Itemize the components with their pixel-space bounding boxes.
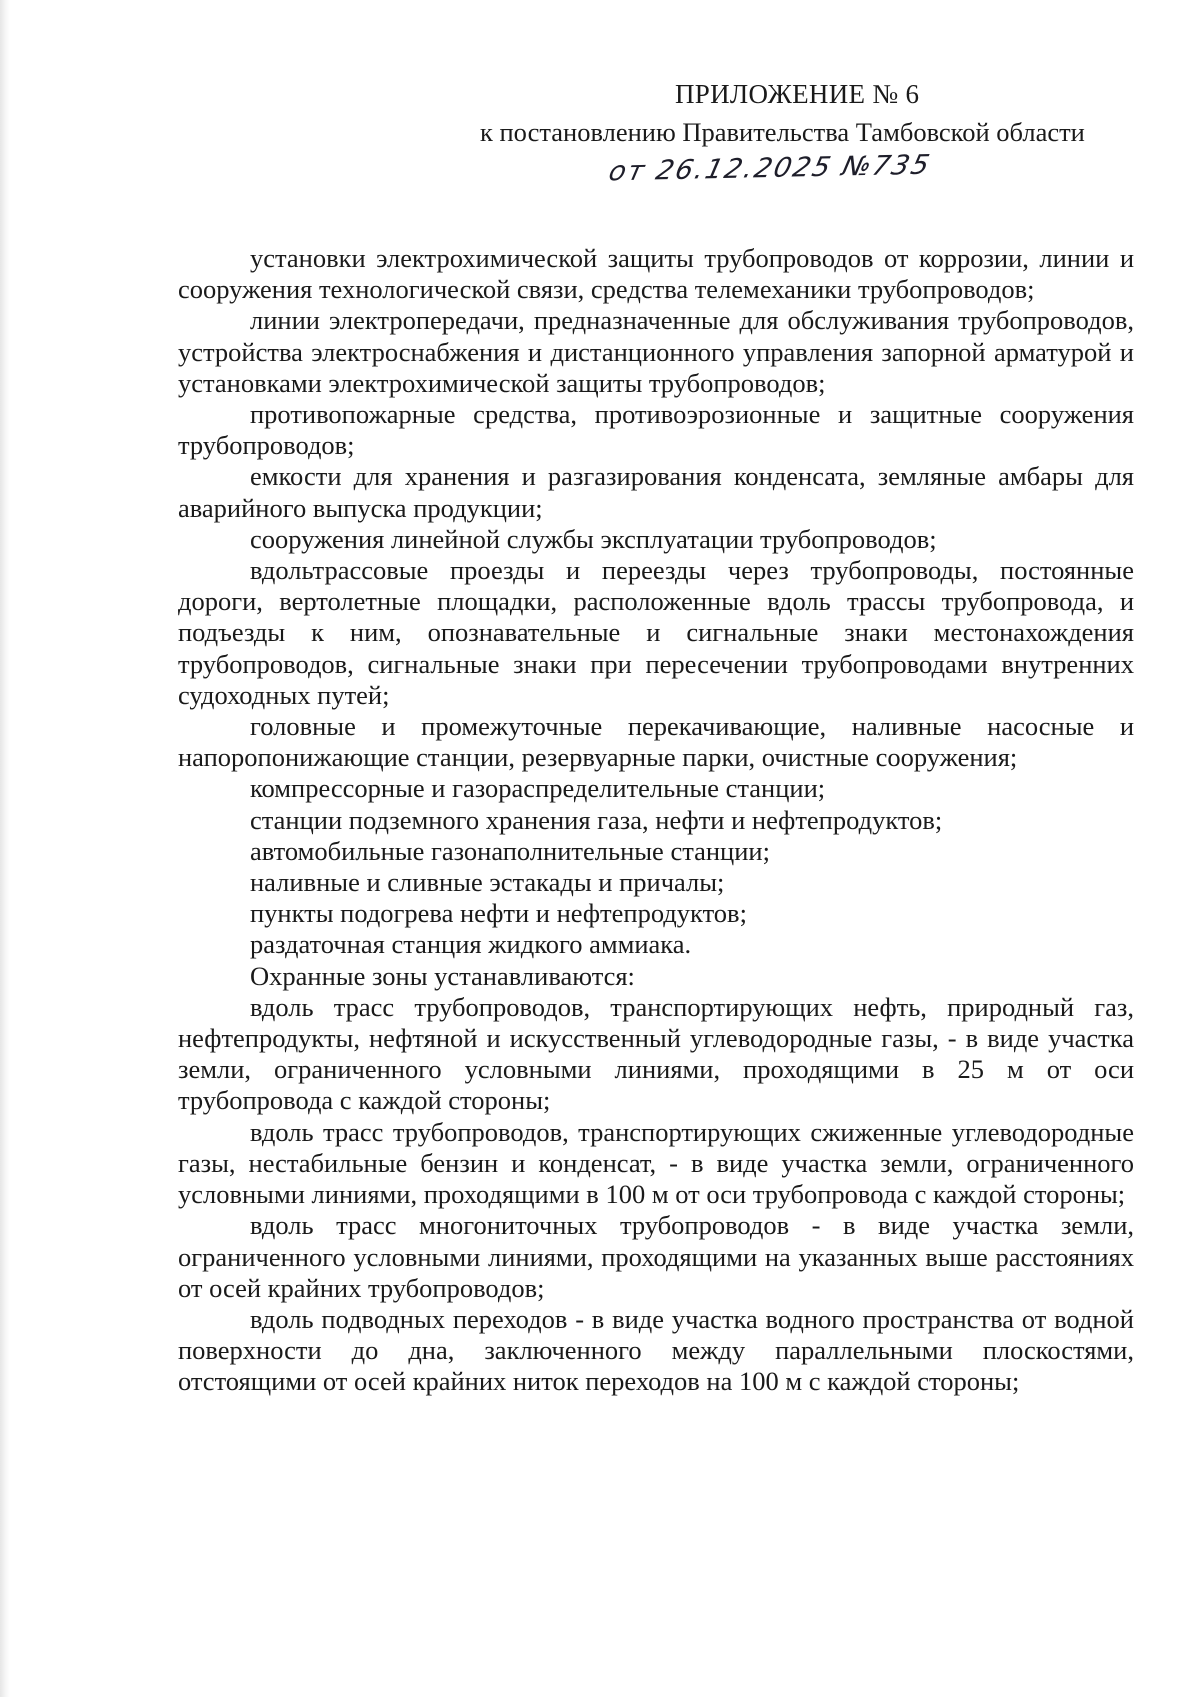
paragraph: емкости для хранения и разгазирования конденсата, земляные амбары для аварийного выпуска продукции; [178,461,1134,523]
handwritten-date-number: от 26.12.2025 №735 [605,149,935,188]
paragraph: линии электропередачи, предназначенные для обслуживания трубопроводов, устройства электроснабжения и дистанционного управления запорной арматурой и установками электрохимической защиты трубопроводов; [178,305,1134,398]
paragraph: головные и промежуточные перекачивающие, наливные насосные и напоропонижающие станции, резервуарные парки, очистные сооружения; [178,711,1134,773]
paragraph: сооружения линейной службы эксплуатации трубопроводов; [250,523,937,554]
appendix-subtitle: к постановлению Правительства Тамбовской области [480,117,1085,147]
scan-edge-shadow [0,0,10,1697]
paragraph: противопожарные средства, противоэрозионные и защитные сооружения трубопроводов; [178,399,1134,461]
document-body [178,243,1134,1398]
appendix-title: ПРИЛОЖЕНИЕ № 6 [675,79,920,109]
paragraph: станции подземного хранения газа, нефти и нефтепродуктов; [250,804,943,835]
paragraph: вдоль подводных переходов - в виде участка водного пространства от водной поверхности до дна, заключенного между параллельными плоскостями, отстоящими от осей крайних ниток переходов на 100 м с каждой стороны; [178,1303,1134,1397]
paragraph: вдоль трасс трубопроводов, транспортирующих сжиженные углеводородные газы, нестабильные бензин и конденсат, - в виде участка земли, ограниченного условными линиями, проходящими в 100 м от оси трубопровода с каждой стороны; [178,1116,1134,1210]
paragraph: компрессорные и газораспределительные станции; [250,773,826,804]
paragraph: Охранные зоны устанавливаются: [250,960,635,991]
paragraph: вдоль трасс трубопроводов, транспортирующих нефть, природный газ, нефтепродукты, нефтяной и искусственный углеводородные газы, - в виде участка земли, ограниченного условными линиями, проходящими в 25 м от оси трубопровода с каждой стороны; [178,991,1134,1116]
paragraph: раздаточная станция жидкого аммиака. [250,929,692,960]
paragraph: вдольтрассовые проезды и переезды через трубопроводы, постоянные дороги, вертолетные площадки, расположенные вдоль трассы трубопровода, и подъезды к ним, опознавательные и сигнальные знаки местонахождения трубопроводов, сигнальные знаки при пересечении трубопроводами внутренних судоходных путей; [178,555,1134,710]
paragraph: автомобильные газонаполнительные станции; [250,835,770,866]
paragraph: пункты подогрева нефти и нефтепродуктов; [250,898,747,929]
paragraph: наливные и сливные эстакады и причалы; [250,867,725,898]
paragraph: установки электрохимической защиты трубопроводов от коррозии, линии и сооружения технологической связи, средства телемеханики трубопроводов; [178,243,1134,305]
paragraph: вдоль трасс многониточных трубопроводов - в виде участка земли, ограниченного условными линиями, проходящими на указанных выше расстояниях от осей крайних трубопроводов; [178,1210,1134,1303]
